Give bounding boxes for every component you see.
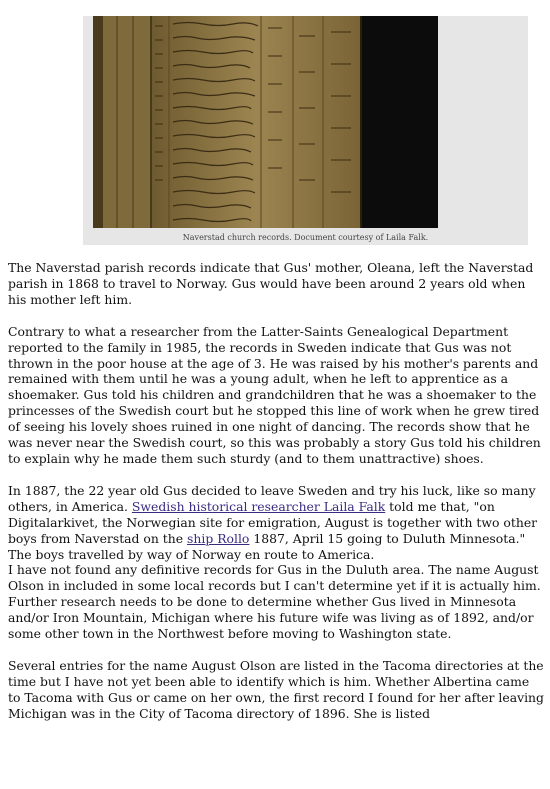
article-body: [8, 260, 544, 738]
figure-caption: Naverstad church records. Document courtesy of Laila Falk.: [182, 233, 429, 242]
ship-rollo-link[interactable]: ship Rollo: [187, 530, 250, 546]
emigration-text-2: told me that, "on Digitalarkivet, the Norwegian site for emigration, August is together with two other boys from Naverstad on the: [8, 498, 538, 546]
paragraph-tacoma-directories: Several entries for the name August Olson are listed in the Tacoma directories at the time but I have not yet been able to identify which is him. Whether Albertina came to Tacoma with Gus or came on her own, the first record I found for her after leaving Michigan was in the City of Tacoma directory of 1896. She is listed: [8, 657, 544, 721]
researcher-link[interactable]: Swedish historical researcher Laila Falk: [131, 498, 386, 514]
figure: [83, 16, 528, 245]
paragraph-raised-by-grandparents: Contrary to what a researcher from the Latter-Saints Genealogical Department reported to the family in 1985, the records in Sweden indicate that Gus was not thrown in the poor house at the age of 3. He was raised by his mother's parents and remained with them until he was a young adult, when he left to apprentice as a shoemaker. Gus told his children and grandchildren that he was a shoemaker to the princesses of the Swedish court but he stopped this line of work when he grew tired of seeing his lovely shoes ruined in one night of dancing. The records show that he was never near the Swedish court, so this was probably a story Gus told his children to explain why he made them such sturdy (and to them unattractive) shoes.: [8, 323, 541, 466]
ledger-image: [93, 16, 438, 228]
paragraph-duluth-records: I have not found any definitive records for Gus in the Duluth area. The name August Olson in included in some local records but I can't determine yet if it is actually him. Further research needs to be done to determine whether Gus lived in Minnesota and/or Iron Mountain, Michigan where his future wife was living as of 1892, and/or some other town in the Northwest before moving to Washington state.: [8, 562, 541, 642]
emigration-text-1: In 1887, the 22 year old Gus decided to leave Sweden and try his luck, like so many others, in America.: [8, 482, 536, 514]
church-record-photo: [93, 16, 438, 228]
paragraph-mother-left: The Naverstad parish records indicate that Gus' mother, Oleana, left the Naverstad parish in 1868 to travel to Norway. Gus would have been around 2 years old when his mother left him.: [8, 260, 534, 307]
paragraph-emigration: [8, 483, 544, 563]
emigration-text-3: 1887, April 15 going to Duluth Minnesota." The boys travelled by way of Norway en route to America.: [8, 530, 526, 562]
